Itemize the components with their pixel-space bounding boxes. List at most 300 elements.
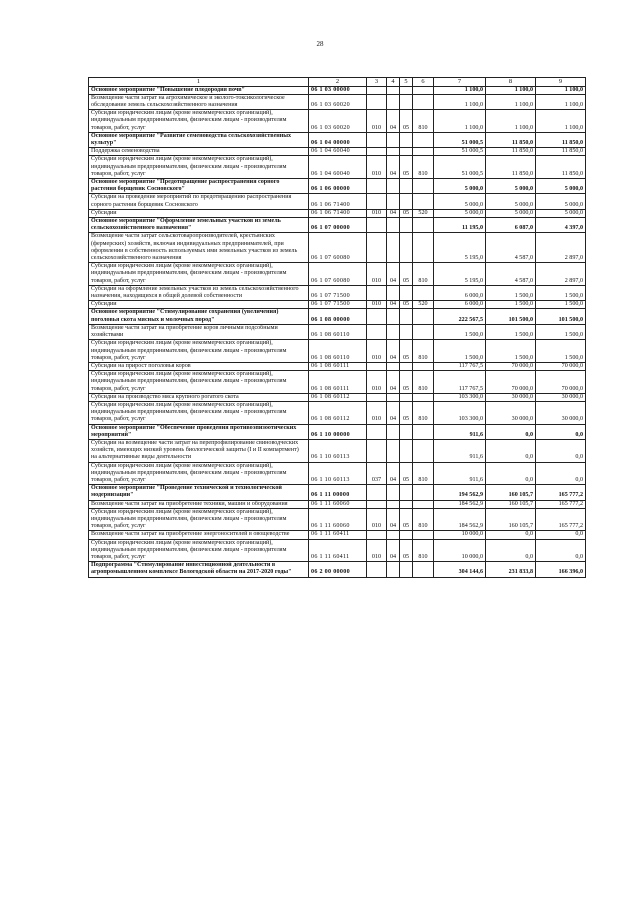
item-name-cell: Субсидии на производство мяса крупного рогатого скота <box>89 393 309 401</box>
table-row <box>89 309 586 324</box>
amount-2018-cell: 5 000,0 <box>434 179 486 194</box>
amount-2018-cell: 51 000,5 <box>434 132 486 147</box>
item-name-cell: Возмещение части затрат на агрохимическое и эколого-токсикологическое обследование земель сельскохозяйственного назначения <box>89 94 309 109</box>
section-code-cell <box>387 324 400 339</box>
grbs-code-cell <box>367 309 387 324</box>
expense-type-cell <box>413 393 434 401</box>
table-row <box>89 263 586 286</box>
amount-2019-cell: 1 500,0 <box>486 340 536 363</box>
item-name-cell: Субсидии на возмещение части затрат на перепрофилирование свиноводческих хозяйств, имеющих низкий уровень биологической защиты (I и II компартмент) на альтернативные виды деятельности <box>89 439 309 462</box>
header-row <box>89 78 586 87</box>
subsection-code-cell: 05 <box>400 301 413 309</box>
expense-type-cell <box>413 148 434 156</box>
csr-code-cell: 06 1 06 71400 <box>309 194 367 209</box>
amount-2019-cell: 30 000,0 <box>486 401 536 424</box>
amount-2018-cell: 11 195,0 <box>434 218 486 233</box>
item-name-cell: Субсидии юридическим лицам (кроме некоммерческих организаций), индивидуальным предпринимателям, физическим лицам - производителям товаров, работ, услуг <box>89 539 309 562</box>
table-row <box>89 94 586 109</box>
grbs-code-cell: 010 <box>367 508 387 531</box>
table-row <box>89 194 586 209</box>
section-code-cell: 04 <box>387 539 400 562</box>
item-name-cell: Основное мероприятие "Развитие семеноводства сельскохозяйственных культур" <box>89 132 309 147</box>
table-row <box>89 86 586 94</box>
table-row <box>89 424 586 439</box>
amount-2018-cell: 1 100,0 <box>434 94 486 109</box>
table-row <box>89 531 586 539</box>
amount-2018-cell: 911,6 <box>434 462 486 485</box>
amount-2020-cell: 30 000,0 <box>536 401 586 424</box>
grbs-code-cell <box>367 324 387 339</box>
amount-2019-cell: 1 100,0 <box>486 86 536 94</box>
amount-2020-cell: 1 500,0 <box>536 285 586 300</box>
section-code-cell <box>387 531 400 539</box>
section-code-cell <box>387 148 400 156</box>
expense-type-cell <box>413 485 434 500</box>
amount-2020-cell: 1 100,0 <box>536 94 586 109</box>
grbs-code-cell: 010 <box>367 156 387 179</box>
item-name-cell: Возмещение части затрат на приобретение энергоносителей в овощеводстве <box>89 531 309 539</box>
table-row <box>89 500 586 508</box>
subsection-code-cell: 05 <box>400 110 413 133</box>
csr-code-cell: 06 1 06 00000 <box>309 179 367 194</box>
expense-type-cell <box>413 324 434 339</box>
section-code-cell: 04 <box>387 340 400 363</box>
amount-2019-cell: 4 587,0 <box>486 263 536 286</box>
item-name-cell: Основное мероприятие "Обеспечение проведения противоэпизоотических мероприятий" <box>89 424 309 439</box>
table-row <box>89 401 586 424</box>
column-header: 7 <box>434 78 486 87</box>
grbs-code-cell: 037 <box>367 462 387 485</box>
amount-2019-cell: 0,0 <box>486 424 536 439</box>
amount-2020-cell: 101 500,0 <box>536 309 586 324</box>
csr-code-cell: 06 1 10 00000 <box>309 424 367 439</box>
expense-type-cell <box>413 233 434 263</box>
item-name-cell: Субсидии на оформление земельных участков из земель сельскохозяйственного назначения, находящихся в общей долевой собственности <box>89 285 309 300</box>
amount-2019-cell: 4 587,0 <box>486 233 536 263</box>
table-row <box>89 156 586 179</box>
amount-2020-cell: 2 897,0 <box>536 263 586 286</box>
expense-type-cell <box>413 94 434 109</box>
amount-2018-cell: 184 562,9 <box>434 500 486 508</box>
amount-2019-cell: 0,0 <box>486 531 536 539</box>
item-name-cell: Основное мероприятие "Предотвращение распространения сорного растения борщевик Сосновского" <box>89 179 309 194</box>
section-code-cell <box>387 485 400 500</box>
item-name-cell: Субсидии юридическим лицам (кроме некоммерческих организаций), индивидуальным предпринимателям, физическим лицам - производителям товаров, работ, услуг <box>89 508 309 531</box>
expense-type-cell: 810 <box>413 371 434 394</box>
amount-2019-cell: 30 000,0 <box>486 393 536 401</box>
csr-code-cell: 06 1 04 00000 <box>309 132 367 147</box>
table-row <box>89 340 586 363</box>
expense-type-cell: 810 <box>413 462 434 485</box>
amount-2020-cell: 165 777,2 <box>536 485 586 500</box>
csr-code-cell: 06 1 07 60080 <box>309 263 367 286</box>
expense-type-cell: 810 <box>413 110 434 133</box>
section-code-cell <box>387 309 400 324</box>
amount-2019-cell: 0,0 <box>486 462 536 485</box>
expense-type-cell <box>413 132 434 147</box>
amount-2020-cell: 165 777,2 <box>536 500 586 508</box>
item-name-cell: Возмещение части затрат на приобретение техники, машин и оборудования <box>89 500 309 508</box>
table-row <box>89 179 586 194</box>
grbs-code-cell: 010 <box>367 539 387 562</box>
section-code-cell <box>387 233 400 263</box>
item-name-cell: Субсидии юридическим лицам (кроме некоммерческих организаций), индивидуальным предпринимателям, физическим лицам - производителям товаров, работ, услуг <box>89 263 309 286</box>
column-header: 4 <box>387 78 400 87</box>
amount-2020-cell: 2 897,0 <box>536 233 586 263</box>
csr-code-cell: 06 1 08 60112 <box>309 401 367 424</box>
subsection-code-cell <box>400 393 413 401</box>
expense-type-cell <box>413 309 434 324</box>
grbs-code-cell: 010 <box>367 110 387 133</box>
amount-2018-cell: 911,6 <box>434 424 486 439</box>
amount-2019-cell: 101 500,0 <box>486 309 536 324</box>
subsection-code-cell: 05 <box>400 462 413 485</box>
csr-code-cell: 06 1 08 60110 <box>309 340 367 363</box>
subsection-code-cell <box>400 531 413 539</box>
amount-2020-cell: 1 100,0 <box>536 110 586 133</box>
section-code-cell <box>387 179 400 194</box>
subsection-code-cell: 05 <box>400 340 413 363</box>
csr-code-cell: 06 1 11 60060 <box>309 508 367 531</box>
section-code-cell: 04 <box>387 209 400 217</box>
expense-type-cell <box>413 424 434 439</box>
amount-2019-cell: 70 000,0 <box>486 371 536 394</box>
amount-2020-cell: 0,0 <box>536 424 586 439</box>
subsection-code-cell <box>400 194 413 209</box>
column-header: 2 <box>309 78 367 87</box>
item-name-cell: Субсидии юридическим лицам (кроме некоммерческих организаций), индивидуальным предпринимателям, физическим лицам - производителям товаров, работ, услуг <box>89 340 309 363</box>
csr-code-cell: 06 2 00 00000 <box>309 562 367 577</box>
subsection-code-cell: 05 <box>400 156 413 179</box>
csr-code-cell: 06 1 06 71400 <box>309 209 367 217</box>
amount-2019-cell: 1 500,0 <box>486 324 536 339</box>
subsection-code-cell <box>400 233 413 263</box>
section-code-cell <box>387 285 400 300</box>
item-name-cell: Возмещение части затрат сельскотоваропроизводителей, крестьянских (фермерских) хозяйств, включая индивидуальных предпринимателей, при оформлении в собственность используемых ими земельных участков из земель сельскохозяйственного назначения <box>89 233 309 263</box>
amount-2019-cell: 5 000,0 <box>486 179 536 194</box>
grbs-code-cell <box>367 285 387 300</box>
subsection-code-cell <box>400 285 413 300</box>
expense-type-cell <box>413 562 434 577</box>
table-row <box>89 539 586 562</box>
csr-code-cell: 06 1 03 00000 <box>309 86 367 94</box>
amount-2019-cell: 160 105,7 <box>486 508 536 531</box>
grbs-code-cell <box>367 233 387 263</box>
section-code-cell: 04 <box>387 156 400 179</box>
table-row <box>89 439 586 462</box>
amount-2019-cell: 1 100,0 <box>486 110 536 133</box>
csr-code-cell: 06 1 10 60113 <box>309 439 367 462</box>
item-name-cell: Субсидии на прирост поголовья коров <box>89 362 309 370</box>
section-code-cell <box>387 562 400 577</box>
grbs-code-cell <box>367 439 387 462</box>
amount-2019-cell: 160 105,7 <box>486 500 536 508</box>
amount-2019-cell: 11 850,0 <box>486 148 536 156</box>
amount-2018-cell: 117 767,5 <box>434 371 486 394</box>
grbs-code-cell <box>367 86 387 94</box>
amount-2018-cell: 911,6 <box>434 439 486 462</box>
amount-2019-cell: 1 500,0 <box>486 301 536 309</box>
grbs-code-cell <box>367 531 387 539</box>
grbs-code-cell <box>367 94 387 109</box>
expense-type-cell <box>413 218 434 233</box>
amount-2019-cell: 160 105,7 <box>486 485 536 500</box>
subsection-code-cell: 05 <box>400 209 413 217</box>
csr-code-cell: 06 1 03 60020 <box>309 94 367 109</box>
expense-type-cell <box>413 500 434 508</box>
subsection-code-cell <box>400 485 413 500</box>
amount-2019-cell: 1 500,0 <box>486 285 536 300</box>
expense-type-cell <box>413 439 434 462</box>
amount-2020-cell: 5 000,0 <box>536 179 586 194</box>
expense-type-cell: 810 <box>413 508 434 531</box>
expense-type-cell <box>413 86 434 94</box>
amount-2019-cell: 5 000,0 <box>486 194 536 209</box>
item-name-cell: Субсидии <box>89 301 309 309</box>
csr-code-cell: 06 1 07 60080 <box>309 233 367 263</box>
item-name-cell: Основное мероприятие "Стимулирование сохранения (увеличения) поголовья скота мясных и молочных пород" <box>89 309 309 324</box>
grbs-code-cell: 010 <box>367 340 387 363</box>
subsection-code-cell <box>400 94 413 109</box>
table-row <box>89 218 586 233</box>
amount-2020-cell: 5 000,0 <box>536 194 586 209</box>
amount-2018-cell: 51 000,5 <box>434 156 486 179</box>
csr-code-cell: 06 1 11 60411 <box>309 531 367 539</box>
table-row <box>89 301 586 309</box>
grbs-code-cell <box>367 393 387 401</box>
csr-code-cell: 06 1 08 60111 <box>309 371 367 394</box>
item-name-cell: Подпрограмма "Стимулирование инвестиционной деятельности в агропромышленном комплексе Вологодской области на 2017-2020 годы" <box>89 562 309 577</box>
amount-2020-cell: 11 850,0 <box>536 132 586 147</box>
csr-code-cell: 06 1 08 60112 <box>309 393 367 401</box>
table-row <box>89 324 586 339</box>
table-row <box>89 393 586 401</box>
amount-2020-cell: 0,0 <box>536 539 586 562</box>
table-row <box>89 508 586 531</box>
section-code-cell: 04 <box>387 110 400 133</box>
subsection-code-cell <box>400 562 413 577</box>
budget-table-container <box>88 77 585 578</box>
table-row <box>89 362 586 370</box>
csr-code-cell: 06 1 08 60110 <box>309 324 367 339</box>
amount-2018-cell: 10 000,0 <box>434 531 486 539</box>
item-name-cell: Основное мероприятие "Повышение плодородия почв" <box>89 86 309 94</box>
amount-2020-cell: 5 000,0 <box>536 209 586 217</box>
expense-type-cell: 810 <box>413 263 434 286</box>
csr-code-cell: 06 1 07 71500 <box>309 301 367 309</box>
expense-type-cell <box>413 531 434 539</box>
page-number: 28 <box>316 40 324 48</box>
amount-2018-cell: 10 000,0 <box>434 539 486 562</box>
section-code-cell <box>387 94 400 109</box>
amount-2018-cell: 1 100,0 <box>434 110 486 133</box>
csr-code-cell: 06 1 07 71500 <box>309 285 367 300</box>
table-row <box>89 132 586 147</box>
amount-2019-cell: 1 100,0 <box>486 94 536 109</box>
item-name-cell: Субсидии <box>89 209 309 217</box>
budget-table <box>88 77 586 578</box>
item-name-cell: Возмещение части затрат на приобретение коров личными подсобными хозяйствами <box>89 324 309 339</box>
subsection-code-cell: 05 <box>400 263 413 286</box>
section-code-cell <box>387 132 400 147</box>
amount-2020-cell: 70 000,0 <box>536 371 586 394</box>
section-code-cell: 04 <box>387 263 400 286</box>
csr-code-cell: 06 1 11 00000 <box>309 485 367 500</box>
amount-2018-cell: 51 000,5 <box>434 148 486 156</box>
grbs-code-cell: 010 <box>367 401 387 424</box>
section-code-cell <box>387 86 400 94</box>
amount-2020-cell: 0,0 <box>536 462 586 485</box>
item-name-cell: Основное мероприятие "Проведение технической и технологической модернизации" <box>89 485 309 500</box>
amount-2020-cell: 1 100,0 <box>536 86 586 94</box>
amount-2018-cell: 1 500,0 <box>434 324 486 339</box>
amount-2019-cell: 6 087,0 <box>486 218 536 233</box>
amount-2018-cell: 1 500,0 <box>434 340 486 363</box>
table-row <box>89 462 586 485</box>
subsection-code-cell: 05 <box>400 508 413 531</box>
subsection-code-cell <box>400 179 413 194</box>
item-name-cell: Субсидии на проведение мероприятий по предотвращению распространения сорного растения борщевик Сосновского <box>89 194 309 209</box>
column-header: 5 <box>400 78 413 87</box>
section-code-cell <box>387 194 400 209</box>
amount-2018-cell: 184 562,9 <box>434 508 486 531</box>
amount-2020-cell: 30 000,0 <box>536 393 586 401</box>
expense-type-cell: 810 <box>413 401 434 424</box>
grbs-code-cell <box>367 362 387 370</box>
amount-2018-cell: 6 000,0 <box>434 301 486 309</box>
amount-2019-cell: 231 833,8 <box>486 562 536 577</box>
amount-2018-cell: 1 100,0 <box>434 86 486 94</box>
table-row <box>89 285 586 300</box>
expense-type-cell <box>413 362 434 370</box>
subsection-code-cell <box>400 132 413 147</box>
csr-code-cell: 06 1 07 00000 <box>309 218 367 233</box>
table-row <box>89 209 586 217</box>
amount-2020-cell: 1 500,0 <box>536 340 586 363</box>
grbs-code-cell: 010 <box>367 301 387 309</box>
subsection-code-cell <box>400 148 413 156</box>
table-row <box>89 233 586 263</box>
amount-2019-cell: 11 850,0 <box>486 132 536 147</box>
table-row <box>89 110 586 133</box>
expense-type-cell <box>413 194 434 209</box>
amount-2020-cell: 11 850,0 <box>536 156 586 179</box>
section-code-cell <box>387 393 400 401</box>
amount-2019-cell: 70 000,0 <box>486 362 536 370</box>
item-name-cell: Субсидии юридическим лицам (кроме некоммерческих организаций), индивидуальным предпринимателям, физическим лицам - производителям товаров, работ, услуг <box>89 156 309 179</box>
subsection-code-cell: 05 <box>400 401 413 424</box>
section-code-cell: 04 <box>387 462 400 485</box>
grbs-code-cell <box>367 179 387 194</box>
section-code-cell <box>387 500 400 508</box>
subsection-code-cell: 05 <box>400 539 413 562</box>
grbs-code-cell <box>367 148 387 156</box>
amount-2020-cell: 166 396,0 <box>536 562 586 577</box>
amount-2020-cell: 0,0 <box>536 439 586 462</box>
amount-2018-cell: 5 195,0 <box>434 263 486 286</box>
grbs-code-cell <box>367 424 387 439</box>
csr-code-cell: 06 1 11 60411 <box>309 539 367 562</box>
amount-2020-cell: 165 777,2 <box>536 508 586 531</box>
grbs-code-cell: 010 <box>367 371 387 394</box>
csr-code-cell: 06 1 11 60060 <box>309 500 367 508</box>
csr-code-cell: 06 1 03 60020 <box>309 110 367 133</box>
table-row <box>89 485 586 500</box>
section-code-cell <box>387 218 400 233</box>
expense-type-cell <box>413 285 434 300</box>
section-code-cell: 04 <box>387 508 400 531</box>
csr-code-cell: 06 1 08 60111 <box>309 362 367 370</box>
grbs-code-cell <box>367 485 387 500</box>
column-header: 1 <box>89 78 309 87</box>
subsection-code-cell <box>400 439 413 462</box>
table-row <box>89 371 586 394</box>
subsection-code-cell <box>400 309 413 324</box>
subsection-code-cell <box>400 86 413 94</box>
item-name-cell: Субсидии юридическим лицам (кроме некоммерческих организаций), индивидуальным предпринимателям, физическим лицам - производителям товаров, работ, услуг <box>89 401 309 424</box>
amount-2018-cell: 304 144,6 <box>434 562 486 577</box>
amount-2020-cell: 0,0 <box>536 531 586 539</box>
amount-2020-cell: 11 850,0 <box>536 148 586 156</box>
amount-2018-cell: 222 567,5 <box>434 309 486 324</box>
amount-2020-cell: 4 397,0 <box>536 218 586 233</box>
amount-2018-cell: 5 000,0 <box>434 209 486 217</box>
amount-2018-cell: 103 300,0 <box>434 393 486 401</box>
amount-2018-cell: 5 000,0 <box>434 194 486 209</box>
subsection-code-cell <box>400 324 413 339</box>
amount-2019-cell: 0,0 <box>486 539 536 562</box>
table-row <box>89 562 586 577</box>
amount-2020-cell: 1 500,0 <box>536 324 586 339</box>
column-header: 3 <box>367 78 387 87</box>
grbs-code-cell: 010 <box>367 209 387 217</box>
section-code-cell: 04 <box>387 301 400 309</box>
grbs-code-cell <box>367 562 387 577</box>
grbs-code-cell: 010 <box>367 263 387 286</box>
expense-type-cell: 810 <box>413 340 434 363</box>
subsection-code-cell: 05 <box>400 371 413 394</box>
column-header: 9 <box>536 78 586 87</box>
table-row <box>89 148 586 156</box>
csr-code-cell: 06 1 04 60040 <box>309 156 367 179</box>
item-name-cell: Субсидии юридическим лицам (кроме некоммерческих организаций), индивидуальным предпринимателям, физическим лицам - производителям товаров, работ, услуг <box>89 110 309 133</box>
grbs-code-cell <box>367 132 387 147</box>
column-header: 6 <box>413 78 434 87</box>
amount-2018-cell: 103 300,0 <box>434 401 486 424</box>
amount-2020-cell: 70 000,0 <box>536 362 586 370</box>
item-name-cell: Основное мероприятие "Оформление земельных участков из земель сельскохозяйственного назначения" <box>89 218 309 233</box>
grbs-code-cell <box>367 500 387 508</box>
item-name-cell: Субсидии юридическим лицам (кроме некоммерческих организаций), индивидуальным предпринимателям, физическим лицам - производителям товаров, работ, услуг <box>89 371 309 394</box>
amount-2018-cell: 194 562,9 <box>434 485 486 500</box>
section-code-cell: 04 <box>387 401 400 424</box>
expense-type-cell <box>413 179 434 194</box>
grbs-code-cell <box>367 194 387 209</box>
csr-code-cell: 06 1 10 60113 <box>309 462 367 485</box>
item-name-cell: Субсидии юридическим лицам (кроме некоммерческих организаций), индивидуальным предпринимателям, физическим лицам - производителям товаров, работ, услуг <box>89 462 309 485</box>
column-header: 8 <box>486 78 536 87</box>
expense-type-cell: 520 <box>413 301 434 309</box>
section-code-cell <box>387 424 400 439</box>
section-code-cell <box>387 439 400 462</box>
amount-2018-cell: 6 000,0 <box>434 285 486 300</box>
table-body <box>89 78 586 578</box>
csr-code-cell: 06 1 08 00000 <box>309 309 367 324</box>
expense-type-cell: 810 <box>413 539 434 562</box>
expense-type-cell: 520 <box>413 209 434 217</box>
expense-type-cell: 810 <box>413 156 434 179</box>
amount-2018-cell: 5 195,0 <box>434 233 486 263</box>
